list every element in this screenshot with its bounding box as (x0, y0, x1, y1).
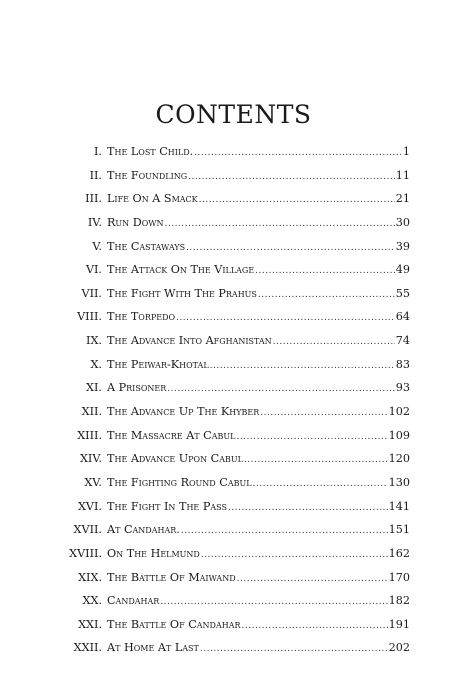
chapter-title: The Battle Of Maiwand (107, 570, 236, 584)
chapter-page-number: 30 (395, 215, 410, 229)
chapter-number: XI. (86, 381, 102, 395)
toc-entry (60, 429, 410, 453)
chapter-page-number: 191 (388, 617, 410, 631)
chapter-number: XVIII. (69, 546, 102, 560)
chapter-title: The Massacre At Cabul (107, 428, 236, 442)
dot-leader (242, 621, 388, 631)
dot-leader (253, 479, 388, 489)
chapter-title: Life On A Smack (107, 192, 198, 206)
chapter-page-number: 93 (395, 381, 410, 395)
chapter-page-number: 39 (395, 239, 410, 253)
chapter-title: The Foundling (107, 168, 188, 182)
chapter-number: VIII. (77, 310, 102, 324)
dot-leader (255, 266, 395, 276)
chapter-page-number: 1 (402, 145, 410, 158)
chapter-number: XXII. (73, 641, 102, 655)
dot-leader (273, 337, 395, 347)
chapter-number: II. (89, 168, 102, 182)
chapter-page-number: 64 (395, 310, 410, 324)
chapter-title: Run Down (107, 215, 164, 229)
chapter-title: The Battle Of Candahar (107, 617, 241, 631)
chapter-number: IX. (86, 334, 102, 348)
toc-entry (60, 263, 410, 287)
toc-entry (60, 169, 410, 193)
toc-entry (60, 192, 410, 216)
chapter-number: XV. (84, 475, 102, 489)
toc-entry (60, 145, 410, 169)
chapter-number: XVII. (73, 523, 102, 537)
chapter-title: The Torpedo (107, 310, 176, 324)
dot-leader (228, 503, 388, 513)
chapter-number: XVI. (77, 499, 102, 513)
chapter-number: XII. (81, 405, 102, 419)
dot-leader (160, 597, 387, 607)
chapter-number: VII. (81, 286, 102, 300)
chapter-number: XXI. (78, 617, 102, 631)
dot-leader (201, 550, 388, 560)
toc-entry (60, 381, 410, 405)
chapter-title: The Advance Into Afghanistan (107, 334, 272, 348)
chapter-title: At Candahar. (107, 523, 180, 537)
chapter-page-number: 49 (395, 263, 410, 277)
chapter-title: The Fighting Round Cabul (107, 475, 252, 489)
chapter-title: A Prisoner (107, 381, 167, 395)
toc-entry (60, 452, 410, 476)
dot-leader (258, 290, 395, 300)
chapter-title: On The Helmund (107, 546, 200, 560)
chapter-title: The Fight With The Prahus (107, 286, 257, 300)
toc-entry (60, 641, 410, 665)
toc-entry (60, 358, 410, 382)
chapter-number: VI. (85, 263, 102, 277)
chapter-title: The Advance Up The Khyber (107, 405, 260, 419)
chapter-page-number: 202 (388, 641, 410, 655)
chapter-page-number: 141 (388, 499, 410, 513)
toc-entry (60, 594, 410, 618)
chapter-title: The Castaways (107, 239, 186, 253)
dot-leader (199, 195, 395, 205)
dot-leader (194, 148, 401, 158)
chapter-title: The Advance Upon Cabul (107, 452, 243, 466)
chapter-page-number: 102 (388, 405, 410, 419)
dot-leader (167, 384, 395, 394)
chapter-page-number: 182 (388, 594, 410, 608)
chapter-page-number: 83 (395, 357, 410, 371)
toc-entry (60, 523, 410, 547)
toc-entry (60, 547, 410, 571)
chapter-number: XIII. (77, 428, 102, 442)
chapter-number: XIV. (79, 452, 102, 466)
page-title: CONTENTS (155, 100, 312, 129)
chapter-title: The Fight In The Pass (107, 499, 227, 513)
chapter-title: At Home At Last (107, 641, 199, 655)
toc-entry (60, 240, 410, 264)
chapter-number: XX. (82, 594, 102, 608)
dot-leader (210, 361, 395, 371)
chapter-title: Candahar (107, 594, 160, 608)
chapter-number: IV. (87, 215, 102, 229)
dot-leader (164, 219, 394, 229)
dot-leader (188, 172, 395, 182)
table-of-contents (60, 145, 410, 665)
chapter-number: III. (85, 192, 102, 206)
dot-leader (237, 574, 388, 584)
chapter-title: The Lost Child. (107, 145, 194, 158)
toc-entry (60, 216, 410, 240)
toc-entry (60, 618, 410, 642)
chapter-page-number: 109 (388, 428, 410, 442)
dot-leader (236, 432, 387, 442)
toc-entry (60, 571, 410, 595)
chapter-page-number: 170 (388, 570, 410, 584)
chapter-number: I. (94, 145, 102, 158)
toc-entry (60, 334, 410, 358)
chapter-page-number: 74 (395, 334, 410, 348)
toc-entry (60, 476, 410, 500)
dot-leader (260, 408, 387, 418)
dot-leader (186, 243, 395, 253)
chapter-page-number: 151 (388, 523, 410, 537)
chapter-number: X. (90, 357, 102, 371)
dot-leader (176, 313, 395, 323)
chapter-page-number: 130 (388, 475, 410, 489)
chapter-page-number: 55 (395, 286, 410, 300)
chapter-page-number: 120 (388, 452, 410, 466)
toc-entry (60, 405, 410, 429)
chapter-page-number: 11 (395, 168, 410, 182)
chapter-number: V. (92, 239, 102, 253)
chapter-title: The Peiwar-Khotal (107, 357, 209, 371)
chapter-page-number: 162 (388, 546, 410, 560)
toc-entry (60, 500, 410, 524)
chapter-number: XIX. (78, 570, 102, 584)
toc-entry (60, 310, 410, 334)
dot-leader (181, 526, 388, 536)
dot-leader (244, 455, 388, 465)
toc-entry (60, 287, 410, 311)
dot-leader (200, 644, 388, 654)
chapter-title: The Attack On The Village (107, 263, 255, 277)
chapter-page-number: 21 (395, 192, 410, 206)
